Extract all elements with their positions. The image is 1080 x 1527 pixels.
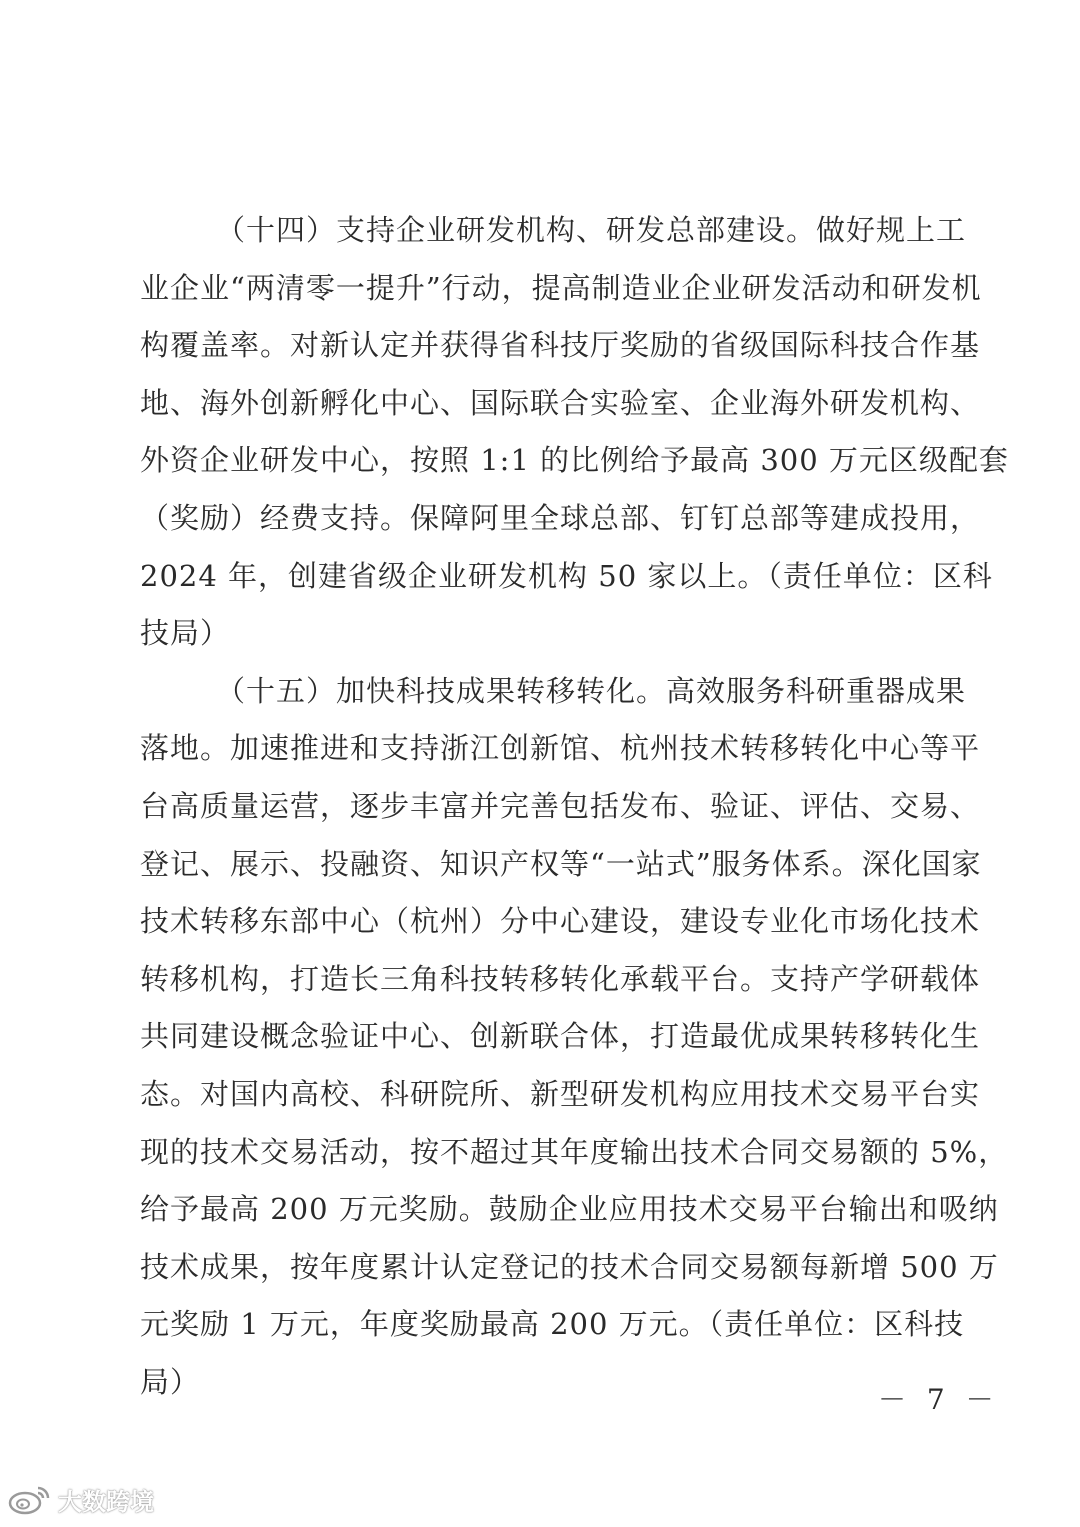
section-15-line: 共同建设概念验证中心、创新联合体，打造最优成果转移转化生 bbox=[140, 1019, 981, 1054]
section-14-line: 地、海外创新孵化中心、国际联合实验室、企业海外研发机构、 bbox=[140, 385, 981, 420]
section-15-heading-line: （十五）加快科技成果转移转化。高效服务科研重器成果 bbox=[216, 673, 967, 708]
section-15-line: 技术转移东部中心（杭州）分中心建设，建设专业化市场化技术 bbox=[140, 904, 981, 939]
weibo-logo-icon bbox=[8, 1482, 52, 1516]
section-15-line: 元奖励 1 万元，年度奖励最高 200 万元。（责任单位：区科技 bbox=[140, 1307, 965, 1342]
section-14-line: 外资企业研发中心，按照 1:1 的比例给予最高 300 万元区级配套 bbox=[140, 443, 1009, 478]
section-15-line: 台高质量运营，逐步丰富并完善包括发布、验证、评估、交易、 bbox=[140, 788, 981, 823]
section-14-line: 业企业“两清零一提升”行动，提高制造业企业研发活动和研发机 bbox=[140, 270, 982, 305]
watermark-text: 大数跨境 bbox=[58, 1487, 154, 1516]
section-15-line: 现的技术交易活动，按不超过其年度输出技术合同交易额的 5%， bbox=[140, 1134, 1009, 1169]
section-15-line: 技术成果，按年度累计认定登记的技术合同交易额每新增 500 万 bbox=[140, 1249, 999, 1284]
section-15-line: 局） bbox=[140, 1364, 201, 1399]
section-14-line: （奖励）经费支持。保障阿里全球总部、钉钉总部等建成投用， bbox=[140, 500, 981, 535]
section-14-line: 2024 年，创建省级企业研发机构 50 家以上。（责任单位：区科 bbox=[140, 558, 993, 593]
page-number: － 7 － bbox=[878, 1383, 1000, 1416]
section-14-heading-line: （十四）支持企业研发机构、研发总部建设。做好规上工 bbox=[216, 213, 967, 247]
section-15-line: 落地。加速推进和支持浙江创新馆、杭州技术转移转化中心等平 bbox=[140, 731, 981, 766]
section-15-line: 转移机构，打造长三角科技转移转化承载平台。支持产学研载体 bbox=[140, 961, 981, 996]
section-15-line: 态。对国内高校、科研院所、新型研发机构应用技术交易平台实 bbox=[140, 1076, 981, 1111]
document-body bbox=[140, 202, 1009, 1411]
section-15-line: 给予最高 200 万元奖励。鼓励企业应用技术交易平台输出和吸纳 bbox=[140, 1192, 999, 1227]
section-15-line: 登记、展示、投融资、知识产权等“一站式”服务体系。深化国家 bbox=[140, 846, 982, 881]
section-14-line: 构覆盖率。对新认定并获得省科技厅奖励的省级国际科技合作基 bbox=[140, 328, 981, 363]
watermark bbox=[8, 1480, 154, 1518]
section-14-line: 技局） bbox=[140, 616, 231, 651]
